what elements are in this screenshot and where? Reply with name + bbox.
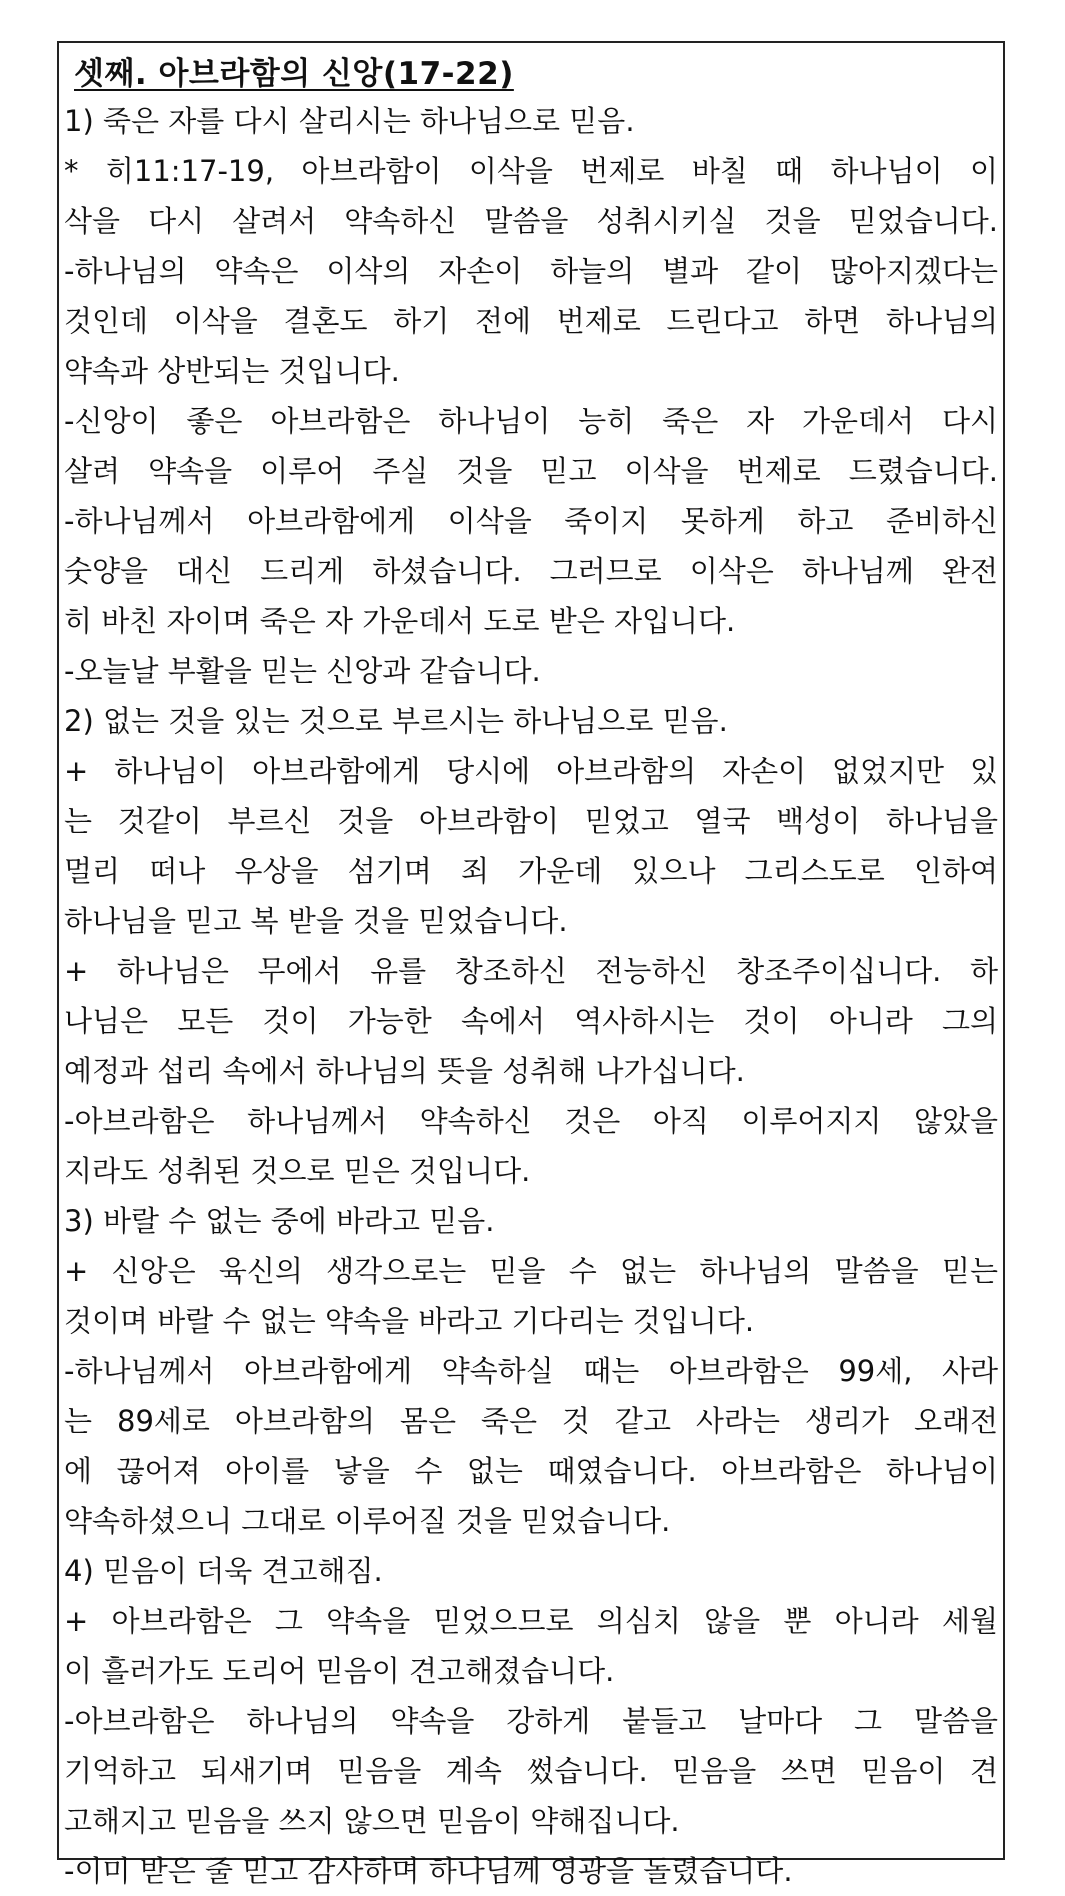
text-line: 것인데 이삭을 결혼도 하기 전에 번제로 드린다고 하면 하나님의 (64, 304, 998, 338)
text-line: 기억하고 되새기며 믿음을 계속 썼습니다. 믿음을 쓰면 믿음이 견 (64, 1754, 998, 1788)
text-line: + 신앙은 육신의 생각으로는 믿을 수 없는 하나님의 말씀을 믿는 (64, 1254, 998, 1288)
text-line: -하나님의 약속은 이삭의 자손이 하늘의 별과 같이 많아지겠다는 (64, 254, 998, 288)
text-line: 4) 믿음이 더욱 견고해짐. (64, 1554, 383, 1588)
text-line: 삭을 다시 살려서 약속하신 말씀을 성취시키실 것을 믿었습니다. (64, 204, 998, 238)
body-text (64, 96, 998, 1896)
text-line: 는 89세로 아브라함의 몸은 죽은 것 같고 사라는 생리가 오래전 (64, 1404, 998, 1438)
text-line: -이미 받은 줄 믿고 감사하며 하나님께 영광을 돌렸습니다. (64, 1854, 793, 1888)
text-line: 살려 약속을 이루어 주실 것을 믿고 이삭을 번제로 드렸습니다. (64, 454, 998, 488)
text-line: -아브라함은 하나님께서 약속하신 것은 아직 이루어지지 않았을 (64, 1104, 998, 1138)
text-line: 지라도 성취된 것으로 믿은 것입니다. (64, 1154, 531, 1188)
text-line: -신앙이 좋은 아브라함은 하나님이 능히 죽은 자 가운데서 다시 (64, 404, 998, 438)
text-line: -하나님께서 아브라함에게 이삭을 죽이지 못하게 하고 준비하신 (64, 504, 998, 538)
text-line: * 히11:17-19, 아브라함이 이삭을 번제로 바칠 때 하나님이 이 (64, 154, 998, 188)
text-line: 약속하셨으니 그대로 이루어질 것을 믿었습니다. (64, 1504, 671, 1538)
text-line: 약속과 상반되는 것입니다. (64, 354, 400, 388)
text-line: -하나님께서 아브라함에게 약속하실 때는 아브라함은 99세, 사라 (64, 1354, 998, 1388)
section-title: 셋째. 아브라함의 신앙(17-22) (74, 56, 514, 92)
text-line: -오늘날 부활을 믿는 신앙과 같습니다. (64, 654, 541, 688)
text-line: 3) 바랄 수 없는 중에 바라고 믿음. (64, 1204, 495, 1238)
text-line: 1) 죽은 자를 다시 살리시는 하나님으로 믿음. (64, 104, 635, 138)
text-line: 예정과 섭리 속에서 하나님의 뜻을 성취해 나가십니다. (64, 1054, 745, 1088)
text-line: + 하나님은 무에서 유를 창조하신 전능하신 창조주이십니다. 하 (64, 954, 998, 988)
text-line: 히 바친 자이며 죽은 자 가운데서 도로 받은 자입니다. (64, 604, 736, 638)
text-line: 멀리 떠나 우상을 섬기며 죄 가운데 있으나 그리스도로 인하여 (64, 854, 998, 888)
text-line: -아브라함은 하나님의 약속을 강하게 붙들고 날마다 그 말씀을 (64, 1704, 998, 1738)
text-line: 하나님을 믿고 복 받을 것을 믿었습니다. (64, 904, 568, 938)
text-line: 이 흘러가도 도리어 믿음이 견고해졌습니다. (64, 1654, 615, 1688)
text-line: 것이며 바랄 수 없는 약속을 바라고 기다리는 것입니다. (64, 1304, 755, 1338)
text-line: 2) 없는 것을 있는 것으로 부르시는 하나님으로 믿음. (64, 704, 728, 738)
text-line: 고해지고 믿음을 쓰지 않으면 믿음이 약해집니다. (64, 1804, 680, 1838)
text-line: 나님은 모든 것이 가능한 속에서 역사하시는 것이 아니라 그의 (64, 1004, 998, 1038)
text-line: + 하나님이 아브라함에게 당시에 아브라함의 자손이 없었지만 있 (64, 754, 998, 788)
text-line: + 아브라함은 그 약속을 믿었으므로 의심치 않을 뿐 아니라 세월 (64, 1604, 998, 1638)
text-line: 는 것같이 부르신 것을 아브라함이 믿었고 열국 백성이 하나님을 (64, 804, 998, 838)
text-line: 숫양을 대신 드리게 하셨습니다. 그러므로 이삭은 하나님께 완전 (64, 554, 998, 588)
text-line: 에 끊어져 아이를 낳을 수 없는 때였습니다. 아브라함은 하나님이 (64, 1454, 998, 1488)
